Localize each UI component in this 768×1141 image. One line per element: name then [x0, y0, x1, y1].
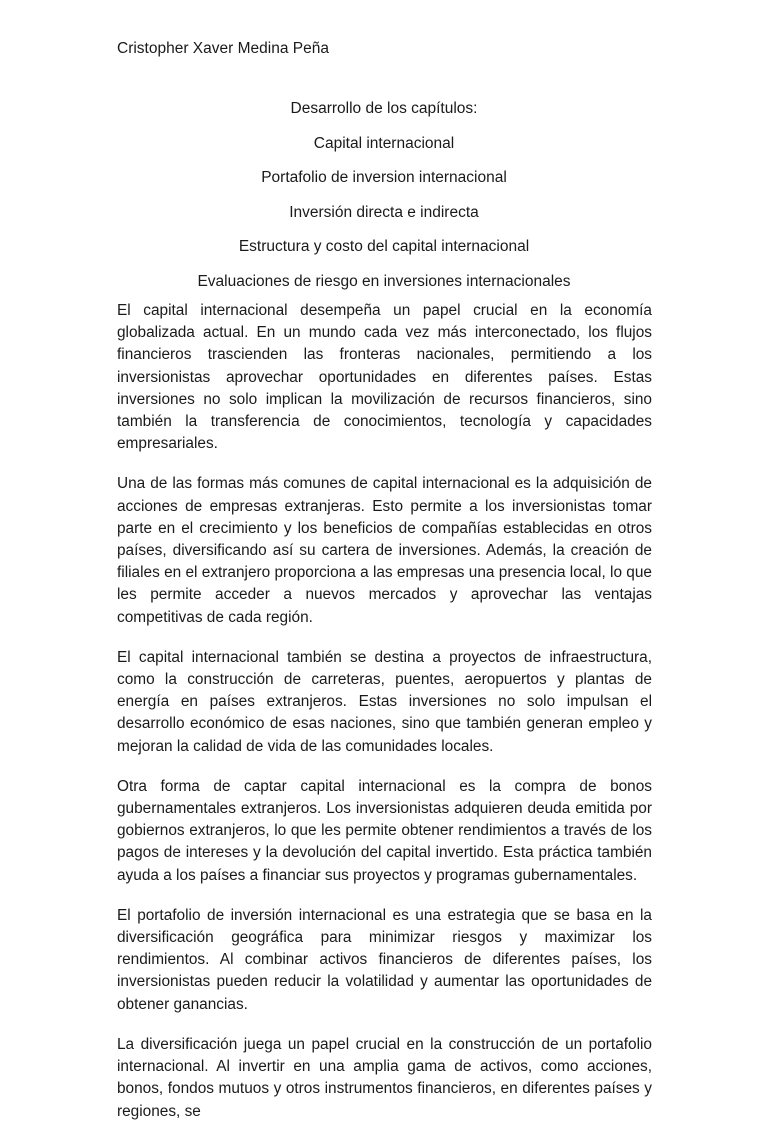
outline-item: Evaluaciones de riesgo en inversiones internacionales — [197, 272, 571, 290]
paragraph: La diversificación juega un papel crucial en la construcción de un portafolio internacional. Al invertir en una amplia gama de activos, como acciones, bonos, fondos mutuos y otros instrumentos financieros, en diferentes países y regiones, se — [117, 1035, 652, 1120]
paragraph: El capital internacional también se destina a proyectos de infraestructura, como la construcción de carreteras, puentes, aeropuertos y plantas de energía en países extranjeros. Estas inversiones no solo impulsan el desarrollo económico de esas naciones, sino que también generan empleo y mejoran la calidad de vida de las comunidades locales. — [117, 648, 652, 755]
paragraph: Una de las formas más comunes de capital internacional es la adquisición de acciones de empresas extranjeras. Esto permite a los inversionistas tomar parte en el crecimiento y los beneficios de compañías establecidas en otros países, diversificando así su cartera de inversiones. Además, la creación de filiales en el extranjero proporciona a las empresas una presencia local, lo que les permite acceder a nuevos mercados y aprovechar las ventajas competitivas de cada región. — [117, 475, 652, 626]
paragraph: El capital internacional desempeña un papel crucial en la economía globalizada actual. En un mundo cada vez más interconectado, los flujos financieros trascienden las fronteras nacionales, permitiendo a los inversionistas aprovechar oportunidades en diferentes países. Estas inversiones no solo implican la movilización de recursos financieros, sino también la transferencia de conocimientos, tecnología y capacidades empresariales. — [117, 302, 652, 453]
outline-item: Inversión directa e indirecta — [289, 203, 479, 221]
body-text — [117, 300, 652, 1141]
outline-item: Estructura y costo del capital internacional — [238, 238, 530, 256]
chapter-outline — [0, 99, 768, 307]
outline-heading: Desarrollo de los capítulos: — [290, 100, 478, 117]
paragraph: Otra forma de captar capital internacional es la compra de bonos gubernamentales extranjeros. Los inversionistas adquieren deuda emitida por gobiernos extranjeros, lo que les permite obtener rendimientos a través de los pagos de intereses y la devolución del capital invertido. Esta práctica también ayuda a los países a financiar sus proyectos y programas gubernamentales. — [117, 777, 652, 884]
outline-item: Capital internacional — [313, 134, 455, 152]
paragraph: El portafolio de inversión internacional es una estrategia que se basa en la diversificación geográfica para minimizar riesgos y maximizar los rendimientos. Al combinar activos financieros de diferentes países, los inversionistas pueden reducir la volatilidad y aumentar las oportunidades de obtener ganancias. — [117, 906, 652, 1013]
outline-item: Portafolio de inversion internacional — [261, 169, 507, 187]
author-name: Cristopher Xaver Medina Peña — [117, 40, 329, 57]
